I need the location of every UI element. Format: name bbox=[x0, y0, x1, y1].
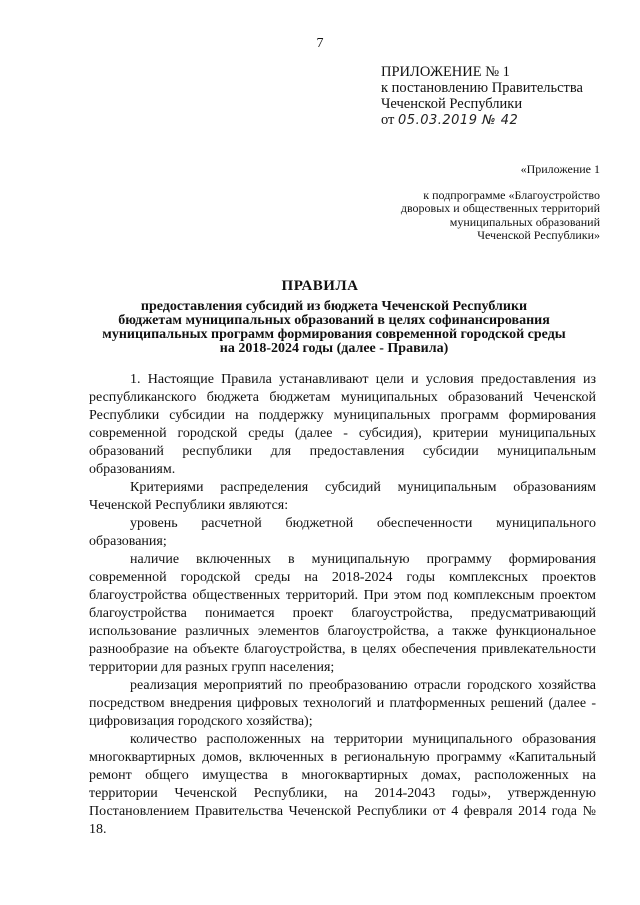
paragraph: уровень расчетной бюджетной обеспеченности муниципального образования; bbox=[89, 516, 596, 549]
paragraph: реализация мероприятий по преобразованию отрасли городского хозяйства посредством внедрения цифровых технологий и платформенных решений (далее - цифровизация городского хозяйства); bbox=[89, 678, 596, 729]
subref-line: Чеченской Республики» bbox=[477, 228, 600, 243]
subtitle-line: муниципальных программ формирования современной городской среды bbox=[102, 327, 566, 342]
paragraph: наличие включенных в муниципальную программу формирования современной городской среды на 2018-2024 годы комплексных проектов благоустройства общественных территорий. При этом под комплексным проектом благоустройства понимается проект благоустройства, предусматривающий использование различных элементов благоустройства, а также функциональное разнообразие на объекте благоустройства, в целях обеспечения привлекательности территории для разных групп населения; bbox=[89, 552, 596, 675]
subtitle-line: на 2018-2024 годы (далее - Правила) bbox=[219, 341, 449, 356]
rules-title: ПРАВИЛА bbox=[281, 278, 359, 294]
page-number: 7 bbox=[316, 36, 324, 51]
appendix-title: ПРИЛОЖЕНИЕ № 1 bbox=[381, 64, 510, 80]
appendix-line: к постановлению Правительства bbox=[381, 80, 583, 96]
subprogram-reference bbox=[401, 163, 600, 243]
appendix-date bbox=[381, 112, 583, 129]
appendix-line: Чеченской Республики bbox=[381, 96, 523, 112]
date-prefix: от bbox=[381, 112, 395, 128]
subref-line: муниципальных образований bbox=[449, 214, 600, 229]
appendix-header bbox=[381, 64, 583, 129]
document-body bbox=[89, 371, 596, 839]
paragraph: количество расположенных на территории муниципального образования многоквартирных домов, включенных в региональную программу «Капитальный ремонт общего имущества в многоквартирных домах, расположенных на территории Чеченской Республики, на 2014-2043 годы», утвержденную Постановлением Правительства Чеченской Республики от 4 февраля 2014 года № 18. bbox=[89, 732, 596, 837]
rules-subtitle bbox=[84, 300, 584, 356]
subref-line: к подпрограмме «Благоустройство bbox=[423, 187, 600, 202]
handwritten-date: 05.03.2019 № 42 bbox=[398, 113, 519, 128]
paragraph: Критериями распределения субсидий муниципальным образованиям Чеченской Республики являются: bbox=[89, 480, 596, 513]
subref-line: дворовых и общественных территорий bbox=[400, 201, 600, 216]
paragraph: 1. Настоящие Правила устанавливают цели и условия предоставления из республиканского бюджета бюджетам муниципальных образований Чеченской Республики субсидии на поддержку муниципальных программ формирования современной городской среды (далее - субсидия), критерии муниципальных образований республики для предоставления субсидии муниципальным образованиям. bbox=[89, 372, 596, 477]
subtitle-line: бюджетам муниципальных образований в целях софинансирования bbox=[118, 313, 550, 328]
subtitle-line: предоставления субсидий из бюджета Чеченской Республики bbox=[140, 299, 528, 314]
subref-line: «Приложение 1 bbox=[520, 162, 600, 176]
